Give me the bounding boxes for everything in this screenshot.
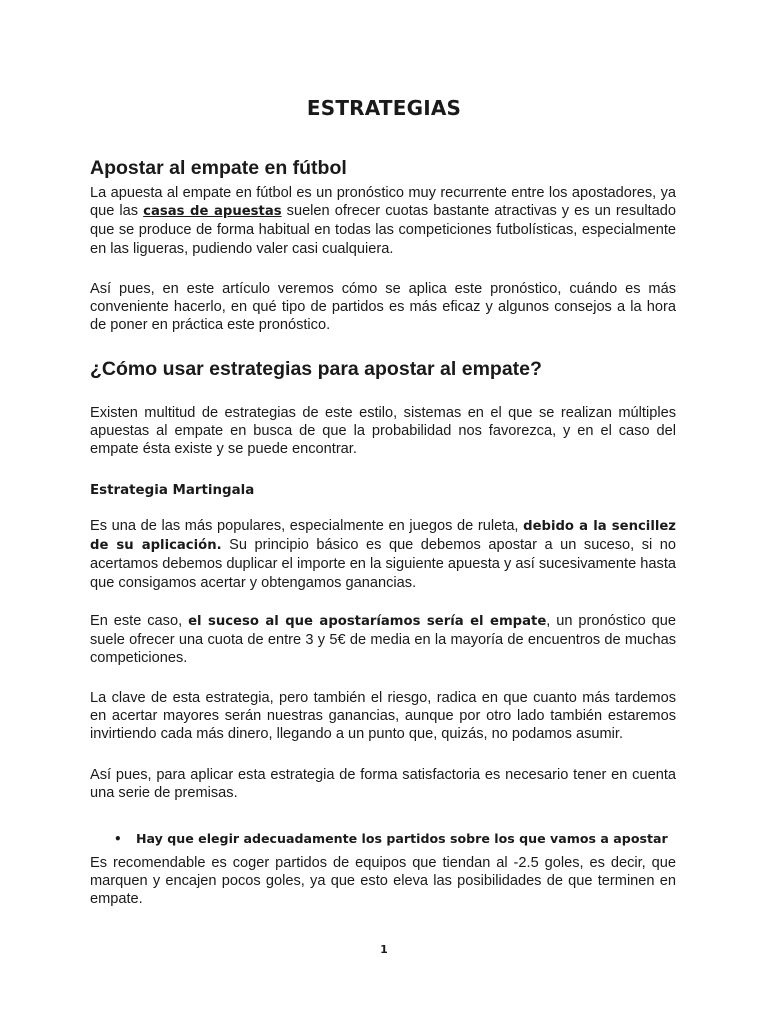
subsection-heading-martingala [90,482,676,500]
paragraph-martingala-1 [90,517,676,592]
page-number: 1 [380,943,388,956]
casas-de-apuestas-link[interactable]: casas de apuestas [143,204,282,220]
paragraph-martingala-3 [90,689,676,744]
paragraph: Es recomendable es coger partidos de equipos que tiendan al -2.5 goles, es decir, que marquen y encajen pocos goles, ya que esto eleva las posibilidades de que terminen en empate. [90,855,676,908]
section-heading-como-usar [90,357,676,381]
paragraph-text: , un pronóstico que suele ofrecer una cuota de entre 3 y 5€ de media en la mayoría de encuentros de muchas competiciones. [90,613,676,667]
paragraph-intro [90,184,676,258]
paragraph-martingala-4 [90,766,676,802]
bullet-text: Hay que elegir adecuadamente los partidos sobre los que vamos a apostar [136,831,668,846]
paragraph: Existen multitud de estrategias de este estilo, sistemas en el que se realizan múltiples apuestas al empate en busca de que la probabilidad nos favorezca, y en el caso del empate ésta existe y se puede encontrar. [90,405,676,458]
section-heading: Apostar al empate en fútbol [90,157,347,179]
paragraph-asi-pues [90,280,676,335]
paragraph [90,184,676,258]
bullet-icon: • [114,832,122,846]
section-heading: ¿Cómo usar estrategias para apostar al empate? [90,358,542,380]
paragraph [90,612,676,668]
bold-text: el suceso al que apostaríamos sería el empate [188,614,547,629]
paragraph: Así pues, para aplicar esta estrategia de forma satisfactoria es necesario tener en cuenta una serie de premisas. [90,767,676,802]
section-heading-apostar [90,156,676,180]
paragraph [90,517,676,592]
paragraph-text: Es una de las más populares, especialmente en juegos de ruleta, [90,518,524,534]
paragraph-martingala-2 [90,612,676,668]
subsection-heading: Estrategia Martingala [90,483,255,498]
paragraph-text: suelen ofrecer cuotas bastante atractivas y es un resultado que se produce de forma habitual en todas las competiciones futbolísticas, especialmente en las ligueras, pudiendo valer casi cualquiera. [90,203,676,257]
paragraph: La clave de esta estrategia, pero también el riesgo, radica en que cuanto más tardemos en acertar mayores serán nuestras ganancias, aunque por otro lado también estaremos invirtiendo cada más dinero, llegando a un punto que, quizás, no podamos asumir. [90,690,676,743]
document-title: ESTRATEGIAS [306,96,462,120]
paragraph-text: En este caso, [90,613,189,629]
paragraph-text: La apuesta al empate en fútbol es un pronóstico muy recurrente entre los apostadores, ya que las [90,185,676,220]
paragraph-text: Su principio básico es que debemos apostar a un suceso, si no acertamos debemos duplicar el importe en la siguiente apuesta y así sucesivamente hasta que consigamos acertar y obtengamos ganancias. [90,537,676,591]
bold-text: debido a la sencillez de su aplicación. [90,519,676,554]
paragraph-martingala-5 [90,854,676,909]
paragraph-existen [90,404,676,459]
paragraph: Así pues, en este artículo veremos cómo se aplica este pronóstico, cuándo es más conveniente hacerlo, en qué tipo de partidos es más eficaz y algunos consejos a la hora de poner en práctica este pronóstico. [90,281,676,334]
